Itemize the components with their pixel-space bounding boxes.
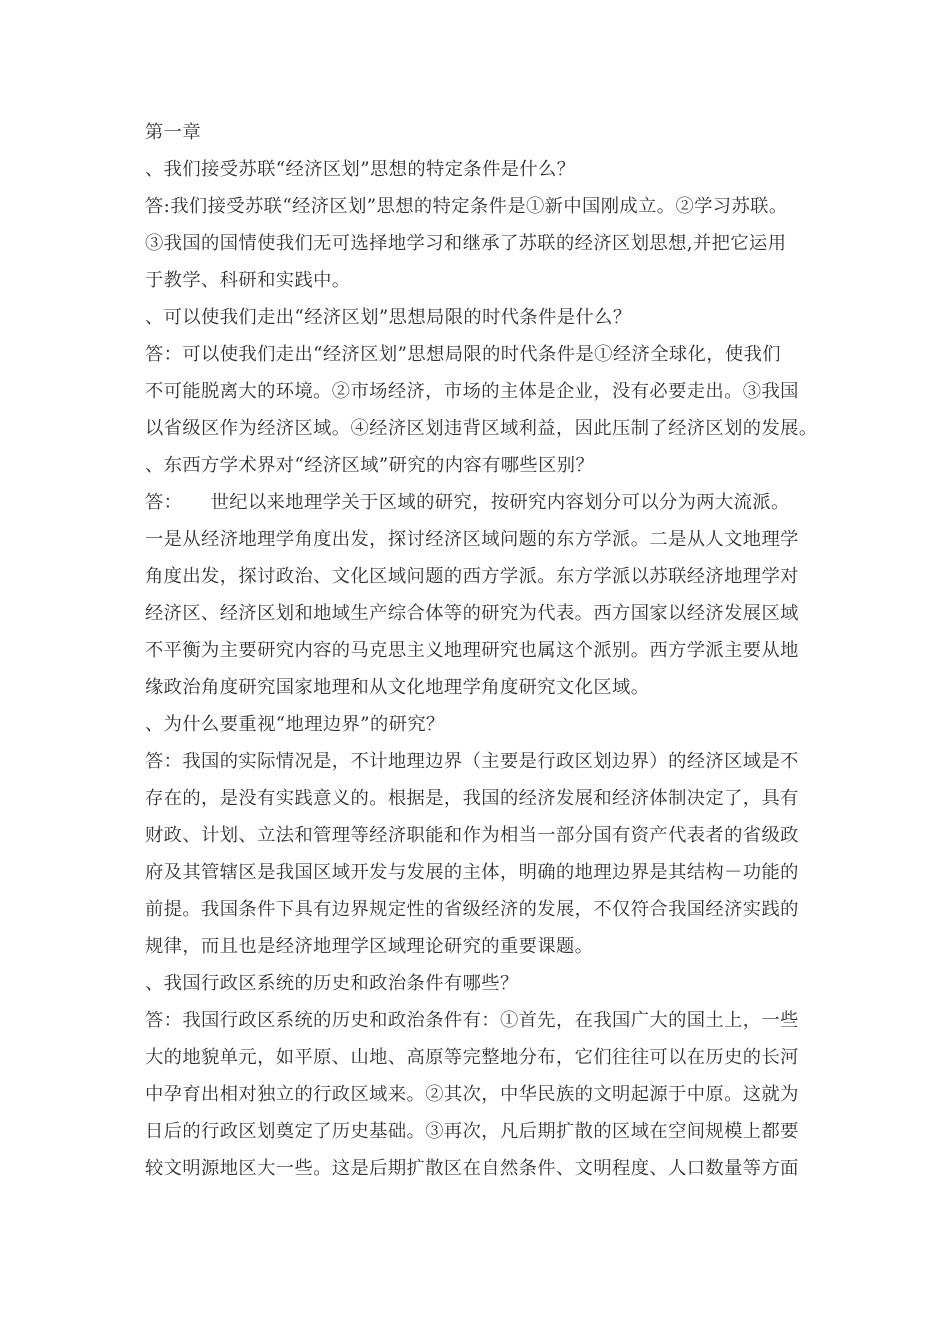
answer-3-line-6: 缘政治角度研究国家地理和从文化地理学角度研究文化区域。: [145, 677, 650, 698]
answer-5-line-4: 日后的行政区划奠定了历史基础。③再次，凡后期扩散的区域在空间规模上都要: [145, 1121, 799, 1142]
question-1: 、我们接受苏联“经济区划”思想的特定条件是什么？: [145, 159, 576, 180]
answer-4-line-5: 前提。我国条件下具有边界规定性的省级经济的发展，不仅符合我国经济实践的: [145, 899, 799, 920]
answer-5-line-5: 较文明源地区大一些。这是后期扩散区在自然条件、文明程度、人口数量等方面: [145, 1158, 799, 1179]
answer-1-line-2: ③我国的国情使我们无可选择地学习和继承了苏联的经济区划思想,并把它运用: [145, 233, 787, 254]
answer-3-line-5: 不平衡为主要研究内容的马克思主义地理研究也属这个派别。西方学派主要从地: [145, 640, 799, 661]
answer-5-line-1: 答：我国行政区系统的历史和政治条件有：①首先，在我国广大的国土上，一些: [145, 1010, 799, 1031]
answer-4-line-4: 府及其管辖区是我国区域开发与发展的主体，明确的地理边界是其结构－功能的: [145, 862, 799, 883]
question-3: 、东西方学术界对“经济区域”研究的内容有哪些区别？: [145, 455, 595, 476]
question-4: 、为什么要重视“地理边界”的研究？: [145, 714, 445, 735]
answer-5-line-2: 大的地貌单元，如平原、山地、高原等完整地分布，它们往往可以在历史的长河: [145, 1047, 799, 1068]
answer-3-line-2: 一是从经济地理学角度出发，探讨经济区域问题的东方学派。二是从人文地理学: [145, 529, 799, 550]
answer-5-line-3: 中孕育出相对独立的行政区域来。②其次，中华民族的文明起源于中原。这就为: [145, 1084, 799, 1105]
chapter-title: 第一章: [145, 122, 202, 143]
question-5: 、我国行政区系统的历史和政治条件有哪些？: [145, 973, 519, 994]
qa-section-3: [145, 447, 809, 706]
answer-3-line-4: 经济区、经济区划和地域生产综合体等的研究为代表。西方国家以经济发展区域: [145, 603, 799, 624]
answer-2-line-2: 不可能脱离大的环境。②市场经济，市场的主体是企业，没有必要走出。③我国: [145, 381, 799, 402]
qa-section-2: [145, 299, 818, 447]
document-page: [145, 114, 818, 1187]
answer-1-line-3: 于教学、科研和实践中。: [145, 270, 351, 291]
answer-2-line-1: 答：可以使我们走出“经济区划”思想局限的时代条件是①经济全球化，使我们: [145, 344, 781, 365]
question-2: 、可以使我们走出“经济区划”思想局限的时代条件是什么？: [145, 307, 632, 328]
answer-4-line-3: 财政、计划、立法和管理等经济职能和作为相当一部分国有资产代表者的省级政: [145, 825, 799, 846]
answer-3-line-1: 答： 世纪以来地理学关于区域的研究，按研究内容划分可以分为两大流派。: [145, 492, 790, 513]
answer-4-line-2: 存在的，是没有实践意义的。根据是，我国的经济发展和经济体制决定了，具有: [145, 788, 799, 809]
answer-4-line-6: 规律，而且也是经济地理学区域理论研究的重要课题。: [145, 936, 594, 957]
answer-1-line-1: 答:我们接受苏联“经济区划”思想的特定条件是①新中国刚成立。②学习苏联。: [145, 196, 788, 217]
answer-2-line-3: 以省级区作为经济区域。④经济区划违背区域利益，因此压制了经济区划的发展。: [145, 418, 818, 439]
answer-4-line-1: 答：我国的实际情况是，不计地理边界（主要是行政区划边界）的经济区域是不: [145, 751, 799, 772]
qa-section-5: [145, 965, 809, 1187]
qa-section-1: [145, 151, 809, 299]
qa-section-4: [145, 706, 809, 965]
answer-3-line-3: 角度出发，探讨政治、文化区域问题的西方学派。东方学派以苏联经济地理学对: [145, 566, 799, 587]
